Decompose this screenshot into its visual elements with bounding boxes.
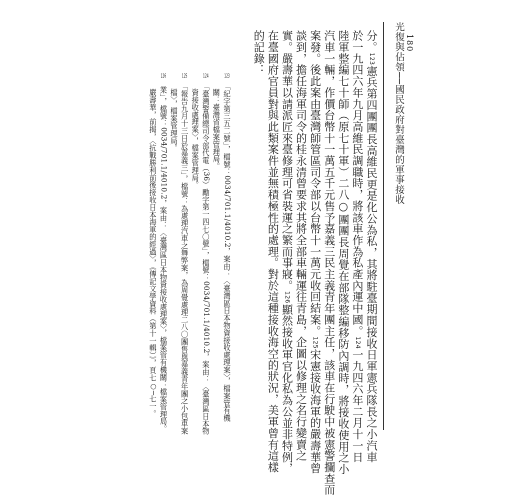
footnote: 126 業」，檔號：0034/701.1/4010.2，案由：〈臺灣區日本物資接收處理案〉，檔案管有機關：檔案管理局。 嚴壽華，前揭，〈抗戰勝利前後接收日本海軍的經過〉，《傳記文學資料（第十一輯）》，頁七○─七一。 — [148, 74, 169, 433]
footnote: 125 「報告九月十三日於嘉義三」，檔號：為處理汽車之舞弊案，為周覺處理二八〇團售與嘉義青年團之小包車案 檔〉，檔案管理局。 — [170, 74, 190, 435]
footnote-ref: 124 — [353, 336, 361, 349]
footnote: 123 「紀字第三五二號」，檔號：0034/701.1/4010.2，案由：〈臺灣區日本物資接收處理案〉，檔案管有機 關：臺灣省檔案管理局。 — [212, 74, 232, 422]
body-line: 在臺國府官員對與此類案件並無積極性的處理。對於這種接收海空的狀況，美軍曾有這樣 — [266, 30, 280, 473]
running-title: 光復與佔領──國民政府對臺灣的軍事接收 — [393, 22, 404, 205]
footnote-ref: 125 — [311, 336, 319, 349]
body-line: 於一九四六年九月高維民調職時，將該車作為私產內運中國。124一九四六年二月十一日 — [350, 30, 364, 463]
footnote-number: 123 — [224, 74, 230, 79]
footnote-ref: 126 — [283, 291, 291, 304]
body-line: 實。嚴壽華以請派匠來臺修理可省裝運之繁而事寢。126顯然接收軍官化私為公並非特例， — [280, 30, 294, 474]
footnotes — [112, 74, 232, 454]
body-line: 談到，擔任海軍司令的桂永清曾要求其將全部車輛運往青島，企圖以修理之名行變賣之 — [294, 30, 308, 462]
body-line: 的記錄： — [252, 30, 266, 76]
footnote-number: 125 — [181, 74, 188, 79]
body-line: 案發。後此案由臺灣師管區司令部以台幣十一萬元收回結案。125宋憲接收海軍的嚴壽華曾 — [308, 30, 322, 474]
header-rule — [383, 22, 384, 430]
body-text — [252, 30, 378, 496]
footnote-number: 124 — [203, 74, 209, 79]
body-line: 汽車一輛，作價台幣十一萬五千元售予嘉義三民主義青年團主任，該車在行駛中被憲警攔查而 — [322, 30, 336, 496]
body-line: 陸軍整編七十師（原七十軍）二八○團團長周覺在部隊整編移防內調時，將接收使用之小 — [336, 30, 350, 475]
body-line: 分。123憲兵第四團團長高維民更是化公為私，其將駐臺期間接收日軍憲兵隊長之小汽車 — [365, 30, 378, 463]
footnote-number: 126 — [160, 74, 167, 79]
page-number: 180 — [405, 34, 414, 53]
footnote-ref: 123 — [368, 52, 375, 66]
footnote: 124 「臺灣警備總司令部代電（36）勵字第一四七〇號」，檔號：0034/701.1/4010.2，案由：〈臺灣區日本物 資接收處理案〉，檔案管理局。 — [191, 74, 211, 435]
